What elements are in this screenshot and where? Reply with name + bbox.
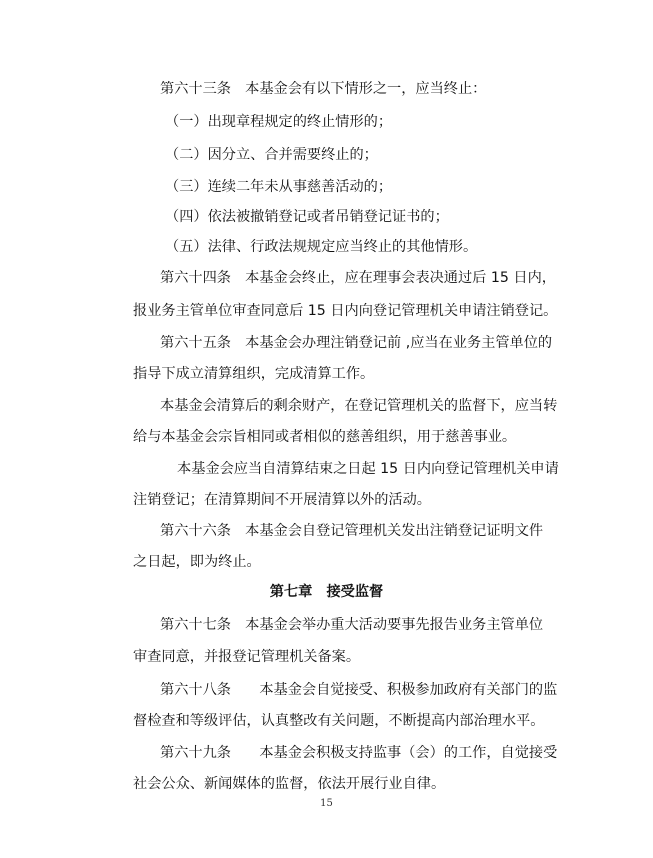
article-64-line-1: 第六十四条 本基金会终止，应在理事会表决通过后 15 日内，: [160, 270, 556, 286]
article-63-item-2: （二）因分立、合并需要终止的；: [165, 147, 378, 163]
article-63-item-4: （四）依法被撤销登记或者吊销登记证书的；: [165, 209, 449, 225]
residual-assets-line-2: 给与本基金会宗旨相同或者相似的慈善组织，用于慈善事业。: [133, 429, 517, 445]
article-63-title: 第六十三条 本基金会有以下情形之一，应当终止：: [160, 81, 487, 97]
article-66-line-2: 之日起，即为终止。: [133, 554, 261, 570]
deregistration-line-2: 注销登记；在清算期间不开展清算以外的活动。: [133, 492, 431, 508]
article-65-line-2: 指导下成立清算组织，完成清算工作。: [133, 366, 375, 382]
article-63-item-5: （五）法律、行政法规规定应当终止的其他情形。: [165, 239, 478, 255]
article-63-item-3: （三）连续二年未从事慈善活动的；: [165, 179, 393, 195]
chapter-heading: 第七章 接受监督: [269, 584, 384, 600]
residual-assets-line-1: 本基金会清算后的剩余财产，在登记管理机关的监督下，应当转: [160, 398, 558, 414]
article-68-line-1: 第六十八条 本基金会自觉接受、积极参加政府有关部门的监: [160, 682, 558, 698]
article-63-item-1: （一）出现章程规定的终止情形的；: [165, 114, 393, 130]
article-68-line-2: 督检查和等级评估，认真整改有关问题，不断提高内部治理水平。: [133, 713, 545, 729]
article-65-line-1: 第六十五条 本基金会办理注销登记前 ,应当在业务主管单位的: [160, 335, 553, 351]
article-69-line-2: 社会公众、新闻媒体的监督，依法开展行业自律。: [133, 776, 446, 792]
article-64-line-2: 报业务主管单位审查同意后 15 日内向登记管理机关申请注销登记。: [133, 303, 558, 319]
page-number: 15: [320, 798, 333, 809]
article-67-line-1: 第六十七条 本基金会举办重大活动要事先报告业务主管单位: [160, 617, 544, 633]
deregistration-line-1: 本基金会应当自清算结束之日起 15 日内向登记管理机关申请: [177, 461, 559, 477]
article-69-line-1: 第六十九条 本基金会积极支持监事（会）的工作，自觉接受: [160, 745, 558, 761]
article-67-line-2: 审查同意，并报登记管理机关备案。: [133, 649, 361, 665]
article-66-line-1: 第六十六条 本基金会自登记管理机关发出注销登记证明文件: [160, 523, 544, 539]
